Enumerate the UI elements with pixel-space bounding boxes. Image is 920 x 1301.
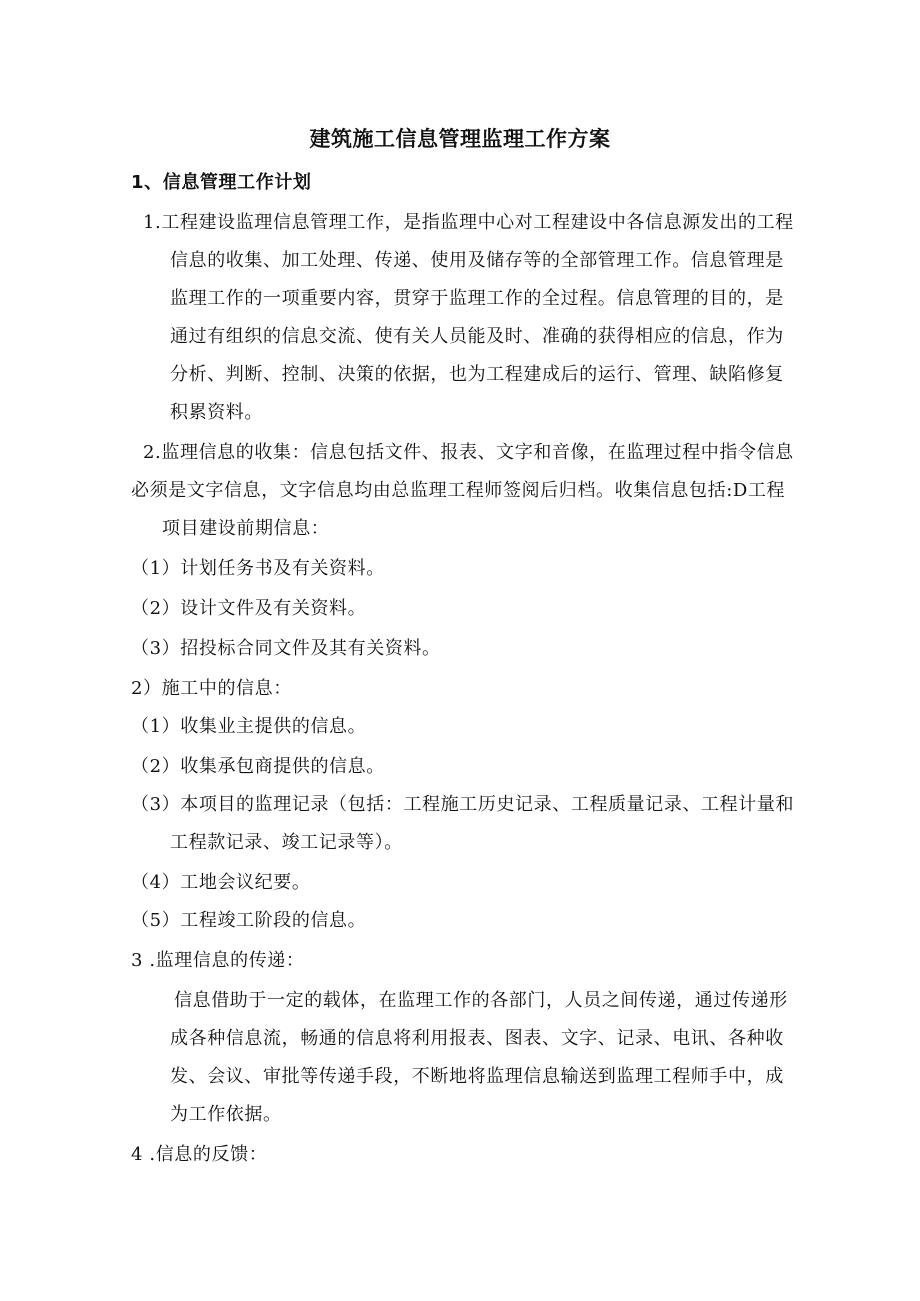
list-item: （2）收集承包商提供的信息。 xyxy=(131,756,385,777)
list-item: （2）设计文件及有关资料。 xyxy=(131,598,367,619)
paragraph-line: 必须是文字信息，文字信息均由总监理工程师签阅后归档。收集信息包括:D工程 xyxy=(131,480,786,501)
list-item: （1）计划任务书及有关资料。 xyxy=(131,558,385,579)
paragraph-line: 积累资料。 xyxy=(170,402,263,423)
list-item: （3）本项目的监理记录（包括：工程施工历史记录、工程质量记录、工程计量和 xyxy=(131,794,795,815)
paragraph-line: 通过有组织的信息交流、使有关人员能及时、准确的获得相应的信息，作为 xyxy=(170,326,784,347)
paragraph-line: 信息借助于一定的载体，在监理工作的各部门，人员之间传递，通过传递形 xyxy=(174,990,788,1011)
paragraph-line: 为工作依据。 xyxy=(170,1104,282,1125)
section-item-heading: 3 .监理信息的传递： xyxy=(131,950,305,971)
paragraph-line: 2.监理信息的收集：信息包括文件、报表、文字和音像，在监理过程中指令信息 xyxy=(143,442,794,463)
paragraph-line: 成各种信息流，畅通的信息将利用报表、图表、文字、记录、电讯、各种收 xyxy=(170,1028,784,1049)
paragraph-line: 监理工作的一项重要内容，贯穿于监理工作的全过程。信息管理的目的，是 xyxy=(170,288,784,309)
section-heading: 1、信息管理工作计划 xyxy=(131,172,312,193)
subsection-heading: 2）施工中的信息： xyxy=(131,678,292,699)
list-item: （3）招投标合同文件及其有关资料。 xyxy=(131,638,441,659)
paragraph-line: 项目建设前期信息： xyxy=(162,518,330,539)
paragraph-line: 信息的收集、加工处理、传递、使用及储存等的全部管理工作。信息管理是 xyxy=(170,250,784,271)
list-item: （1）收集业主提供的信息。 xyxy=(131,716,367,737)
paragraph-line: 1.工程建设监理信息管理工作，是指监理中心对工程建设中各信息源发出的工程 xyxy=(143,212,794,233)
list-item: （4）工地会议纪要。 xyxy=(131,872,311,893)
paragraph-line: 分析、判断、控制、决策的依据，也为工程建成后的运行、管理、缺陷修复 xyxy=(170,364,784,385)
list-item: （5）工程竣工阶段的信息。 xyxy=(131,910,367,931)
paragraph-line: 发、会议、审批等传递手段，不断地将监理信息输送到监理工程师手中，成 xyxy=(170,1066,784,1087)
list-item-continuation: 工程款记录、竣工记录等）。 xyxy=(170,832,403,853)
section-item-heading: 4 .信息的反馈： xyxy=(131,1144,268,1165)
document-title: 建筑施工信息管理监理工作方案 xyxy=(309,127,611,151)
